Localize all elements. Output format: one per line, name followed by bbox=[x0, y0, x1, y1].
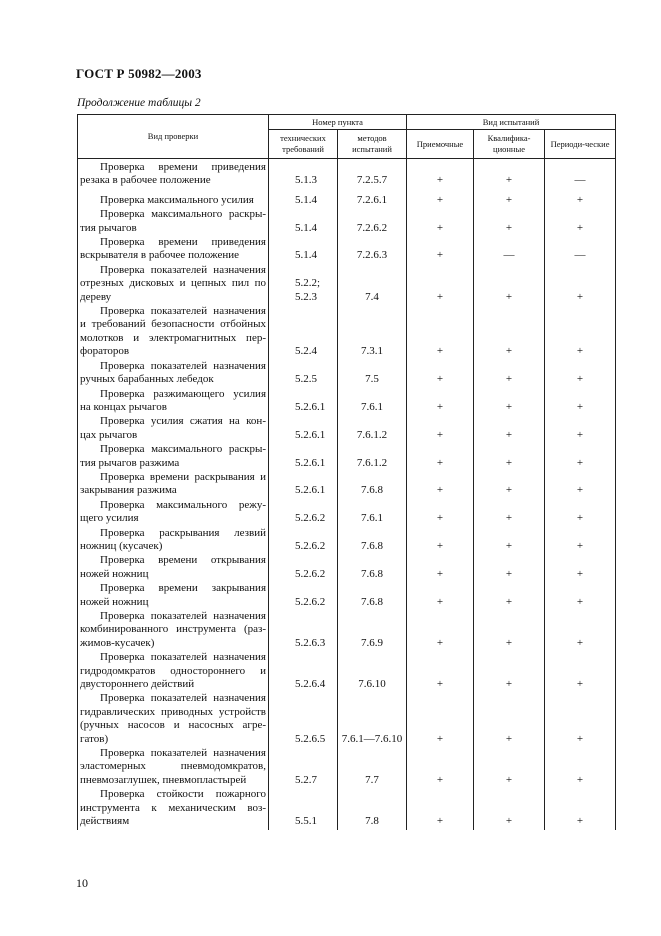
check-name bbox=[78, 692, 269, 747]
acceptance-mark: + bbox=[407, 415, 474, 443]
test-method-number: 7.5 bbox=[338, 360, 407, 388]
tech-requirement-number: 5.2.6.2 bbox=[269, 554, 338, 582]
periodic-mark: + bbox=[545, 305, 616, 360]
qualification-mark: + bbox=[474, 582, 545, 610]
tech-requirement-number: 5.1.4 bbox=[269, 189, 338, 208]
qualification-mark: + bbox=[474, 747, 545, 788]
check-name bbox=[78, 264, 269, 305]
test-method-number: 7.2.6.3 bbox=[338, 236, 407, 264]
test-method-number: 7.6.1.2 bbox=[338, 415, 407, 443]
tech-requirement-number: 5.2.6.2 bbox=[269, 527, 338, 555]
qualification-mark: + bbox=[474, 264, 545, 305]
check-name-text: Проверка максимального раскры-тия рычагов bbox=[80, 208, 266, 234]
table-row bbox=[78, 610, 616, 651]
acceptance-mark: + bbox=[407, 208, 474, 236]
header-test-methods: методов испытаний bbox=[338, 130, 407, 159]
periodic-mark: + bbox=[545, 471, 616, 499]
test-method-number: 7.6.8 bbox=[338, 471, 407, 499]
check-name-text: Проверка показателей назначения гидравлических приводных устройств (ручных насосов и насосных агре-гатов) bbox=[80, 692, 266, 745]
check-name-text: Проверка раскрывания лезвий ножниц (кусачек) bbox=[80, 526, 266, 552]
test-method-number: 7.6.8 bbox=[338, 554, 407, 582]
qualification-mark: + bbox=[474, 527, 545, 555]
tech-requirement-number: 5.2.4 bbox=[269, 305, 338, 360]
table-row bbox=[78, 388, 616, 416]
test-method-number: 7.4 bbox=[338, 264, 407, 305]
periodic-mark: + bbox=[545, 692, 616, 747]
check-name bbox=[78, 499, 269, 527]
check-name bbox=[78, 360, 269, 388]
acceptance-mark: + bbox=[407, 747, 474, 788]
tech-requirement-number: 5.2.6.5 bbox=[269, 692, 338, 747]
tech-requirement-number: 5.2.6.2 bbox=[269, 499, 338, 527]
check-name-text: Проверка стойкости пожарного инструмента к механическим воз-действиям bbox=[80, 788, 266, 828]
check-name bbox=[78, 415, 269, 443]
test-method-number: 7.7 bbox=[338, 747, 407, 788]
periodic-mark: + bbox=[545, 527, 616, 555]
acceptance-mark: + bbox=[407, 651, 474, 692]
check-name-text: Проверка максимального режу-щего усилия bbox=[80, 498, 266, 525]
acceptance-mark: + bbox=[407, 692, 474, 747]
tech-requirement-number: 5.2.7 bbox=[269, 747, 338, 788]
check-name bbox=[78, 651, 269, 692]
check-name bbox=[78, 388, 269, 416]
qualification-mark: + bbox=[474, 159, 545, 189]
check-name-text: Проверка показателей назначения ручных барабанных лебедок bbox=[80, 359, 266, 386]
check-name bbox=[78, 788, 269, 829]
periodic-mark: + bbox=[545, 415, 616, 443]
tech-requirement-number: 5.2.6.1 bbox=[269, 471, 338, 499]
test-method-number: 7.6.10 bbox=[338, 651, 407, 692]
check-name-text: Проверка показателей назначения гидродомкратов одностороннего и двустороннего действий bbox=[80, 651, 266, 691]
test-method-number: 7.2.6.2 bbox=[338, 208, 407, 236]
tech-requirement-number: 5.2.6.2 bbox=[269, 582, 338, 610]
header-periodic: Периоди-ческие bbox=[545, 130, 616, 159]
table-row bbox=[78, 159, 616, 189]
document-header: ГОСТ Р 50982—2003 bbox=[76, 66, 202, 81]
qualification-mark: + bbox=[474, 305, 545, 360]
check-name-text: Проверка времени закрывания ножей ножниц bbox=[80, 582, 266, 608]
tech-requirement-number: 5.2.6.1 bbox=[269, 415, 338, 443]
inspection-table bbox=[77, 114, 616, 830]
table-row bbox=[78, 236, 616, 264]
acceptance-mark: + bbox=[407, 788, 474, 829]
table-row bbox=[78, 264, 616, 305]
header-check-type: Вид проверки bbox=[78, 115, 269, 159]
qualification-mark: — bbox=[474, 236, 545, 264]
qualification-mark: + bbox=[474, 471, 545, 499]
periodic-mark: + bbox=[545, 747, 616, 788]
header-tech-requirements: технических требований bbox=[269, 130, 338, 159]
table-row bbox=[78, 208, 616, 236]
check-name bbox=[78, 305, 269, 360]
tech-requirement-number: 5.2.6.1 bbox=[269, 443, 338, 471]
tech-requirement-number: 5.1.3 bbox=[269, 159, 338, 189]
acceptance-mark: + bbox=[407, 189, 474, 208]
periodic-mark: + bbox=[545, 208, 616, 236]
check-name-text: Проверка усилия сжатия на кон-цах рычагов bbox=[80, 415, 266, 441]
check-name bbox=[78, 747, 269, 788]
check-name-text: Проверка показателей назначения и требований безопасности отбойных молотков и электромагнитных пер-фораторов bbox=[80, 305, 266, 358]
table-row bbox=[78, 554, 616, 582]
table-body bbox=[78, 159, 616, 830]
check-name bbox=[78, 159, 269, 189]
table-row bbox=[78, 189, 616, 208]
table-row bbox=[78, 747, 616, 788]
table-row bbox=[78, 443, 616, 471]
test-method-number: 7.6.1.2 bbox=[338, 443, 407, 471]
table-row bbox=[78, 788, 616, 829]
tech-requirement-number: 5.5.1 bbox=[269, 788, 338, 829]
tech-requirement-number: 5.2.2; 5.2.3 bbox=[269, 264, 338, 305]
acceptance-mark: + bbox=[407, 159, 474, 189]
periodic-mark: + bbox=[545, 264, 616, 305]
periodic-mark: — bbox=[545, 159, 616, 189]
test-method-number: 7.3.1 bbox=[338, 305, 407, 360]
acceptance-mark: + bbox=[407, 236, 474, 264]
check-name-text: Проверка показателей назначения эластомерных пневмодомкратов, пневмозаглушек, пневмопластырей bbox=[80, 747, 266, 786]
periodic-mark: + bbox=[545, 651, 616, 692]
table-row bbox=[78, 471, 616, 499]
acceptance-mark: + bbox=[407, 305, 474, 360]
tech-requirement-number: 5.1.4 bbox=[269, 208, 338, 236]
check-name bbox=[78, 236, 269, 264]
periodic-mark: + bbox=[545, 554, 616, 582]
test-method-number: 7.6.9 bbox=[338, 610, 407, 651]
check-name bbox=[78, 443, 269, 471]
test-method-number: 7.6.1 bbox=[338, 499, 407, 527]
acceptance-mark: + bbox=[407, 582, 474, 610]
qualification-mark: + bbox=[474, 443, 545, 471]
qualification-mark: + bbox=[474, 189, 545, 208]
periodic-mark: + bbox=[545, 360, 616, 388]
check-name bbox=[78, 527, 269, 555]
acceptance-mark: + bbox=[407, 388, 474, 416]
acceptance-mark: + bbox=[407, 471, 474, 499]
check-name-text: Проверка максимального раскры-тия рычагов разжима bbox=[80, 443, 266, 469]
test-method-number: 7.6.8 bbox=[338, 527, 407, 555]
periodic-mark: + bbox=[545, 610, 616, 651]
tech-requirement-number: 5.1.4 bbox=[269, 236, 338, 264]
check-name-text: Проверка показателей назначения комбинированного инструмента (раз-жимов-кусачек) bbox=[80, 610, 266, 649]
check-name-text: Проверка времени приведения резака в рабочее положение bbox=[80, 161, 266, 187]
check-name bbox=[78, 471, 269, 499]
periodic-mark: + bbox=[545, 582, 616, 610]
header-acceptance: Приемочные bbox=[407, 130, 474, 159]
check-name bbox=[78, 554, 269, 582]
qualification-mark: + bbox=[474, 360, 545, 388]
periodic-mark: + bbox=[545, 499, 616, 527]
test-method-number: 7.6.1 bbox=[338, 388, 407, 416]
header-qualification: Квалифика-ционные bbox=[474, 130, 545, 159]
qualification-mark: + bbox=[474, 554, 545, 582]
periodic-mark: + bbox=[545, 443, 616, 471]
qualification-mark: + bbox=[474, 692, 545, 747]
tech-requirement-number: 5.2.6.1 bbox=[269, 388, 338, 416]
periodic-mark: + bbox=[545, 788, 616, 829]
periodic-mark: + bbox=[545, 189, 616, 208]
test-method-number: 7.2.6.1 bbox=[338, 189, 407, 208]
page-number: 10 bbox=[76, 876, 88, 890]
acceptance-mark: + bbox=[407, 264, 474, 305]
qualification-mark: + bbox=[474, 388, 545, 416]
table-caption: Продолжение таблицы 2 bbox=[77, 97, 201, 109]
check-name-text: Проверка времени раскрывания и закрывания разжима bbox=[80, 470, 266, 497]
check-name-text: Проверка показателей назначения отрезных дисковых и цепных пил по дереву bbox=[80, 263, 266, 303]
check-name bbox=[78, 189, 269, 208]
qualification-mark: + bbox=[474, 499, 545, 527]
table-row bbox=[78, 360, 616, 388]
check-name bbox=[78, 582, 269, 610]
check-name bbox=[78, 208, 269, 236]
test-method-number: 7.8 bbox=[338, 788, 407, 829]
acceptance-mark: + bbox=[407, 554, 474, 582]
test-method-number: 7.6.8 bbox=[338, 582, 407, 610]
header-test-type: Вид испытаний bbox=[407, 115, 616, 130]
acceptance-mark: + bbox=[407, 527, 474, 555]
table-row bbox=[78, 582, 616, 610]
table-row bbox=[78, 305, 616, 360]
acceptance-mark: + bbox=[407, 443, 474, 471]
periodic-mark: + bbox=[545, 388, 616, 416]
qualification-mark: + bbox=[474, 788, 545, 829]
check-name-text: Проверка времени приведения вскрывателя в рабочее положение bbox=[80, 236, 266, 262]
check-name bbox=[78, 610, 269, 651]
test-method-number: 7.2.5.7 bbox=[338, 159, 407, 189]
acceptance-mark: + bbox=[407, 610, 474, 651]
table-row bbox=[78, 415, 616, 443]
qualification-mark: + bbox=[474, 415, 545, 443]
qualification-mark: + bbox=[474, 651, 545, 692]
test-method-number: 7.6.1—7.6.10 bbox=[338, 692, 407, 747]
check-name-text: Проверка разжимающего усилия на концах рычагов bbox=[80, 387, 266, 413]
header-item-number: Номер пункта bbox=[269, 115, 407, 130]
periodic-mark: — bbox=[545, 236, 616, 264]
tech-requirement-number: 5.2.6.4 bbox=[269, 651, 338, 692]
acceptance-mark: + bbox=[407, 499, 474, 527]
table-row bbox=[78, 692, 616, 747]
check-name-text: Проверка времени открывания ножей ножниц bbox=[80, 554, 266, 580]
check-name-text: Проверка максимального усилия bbox=[100, 193, 254, 206]
table-row bbox=[78, 651, 616, 692]
qualification-mark: + bbox=[474, 208, 545, 236]
table-row bbox=[78, 499, 616, 527]
table-row bbox=[78, 527, 616, 555]
tech-requirement-number: 5.2.6.3 bbox=[269, 610, 338, 651]
tech-requirement-number: 5.2.5 bbox=[269, 360, 338, 388]
qualification-mark: + bbox=[474, 610, 545, 651]
acceptance-mark: + bbox=[407, 360, 474, 388]
